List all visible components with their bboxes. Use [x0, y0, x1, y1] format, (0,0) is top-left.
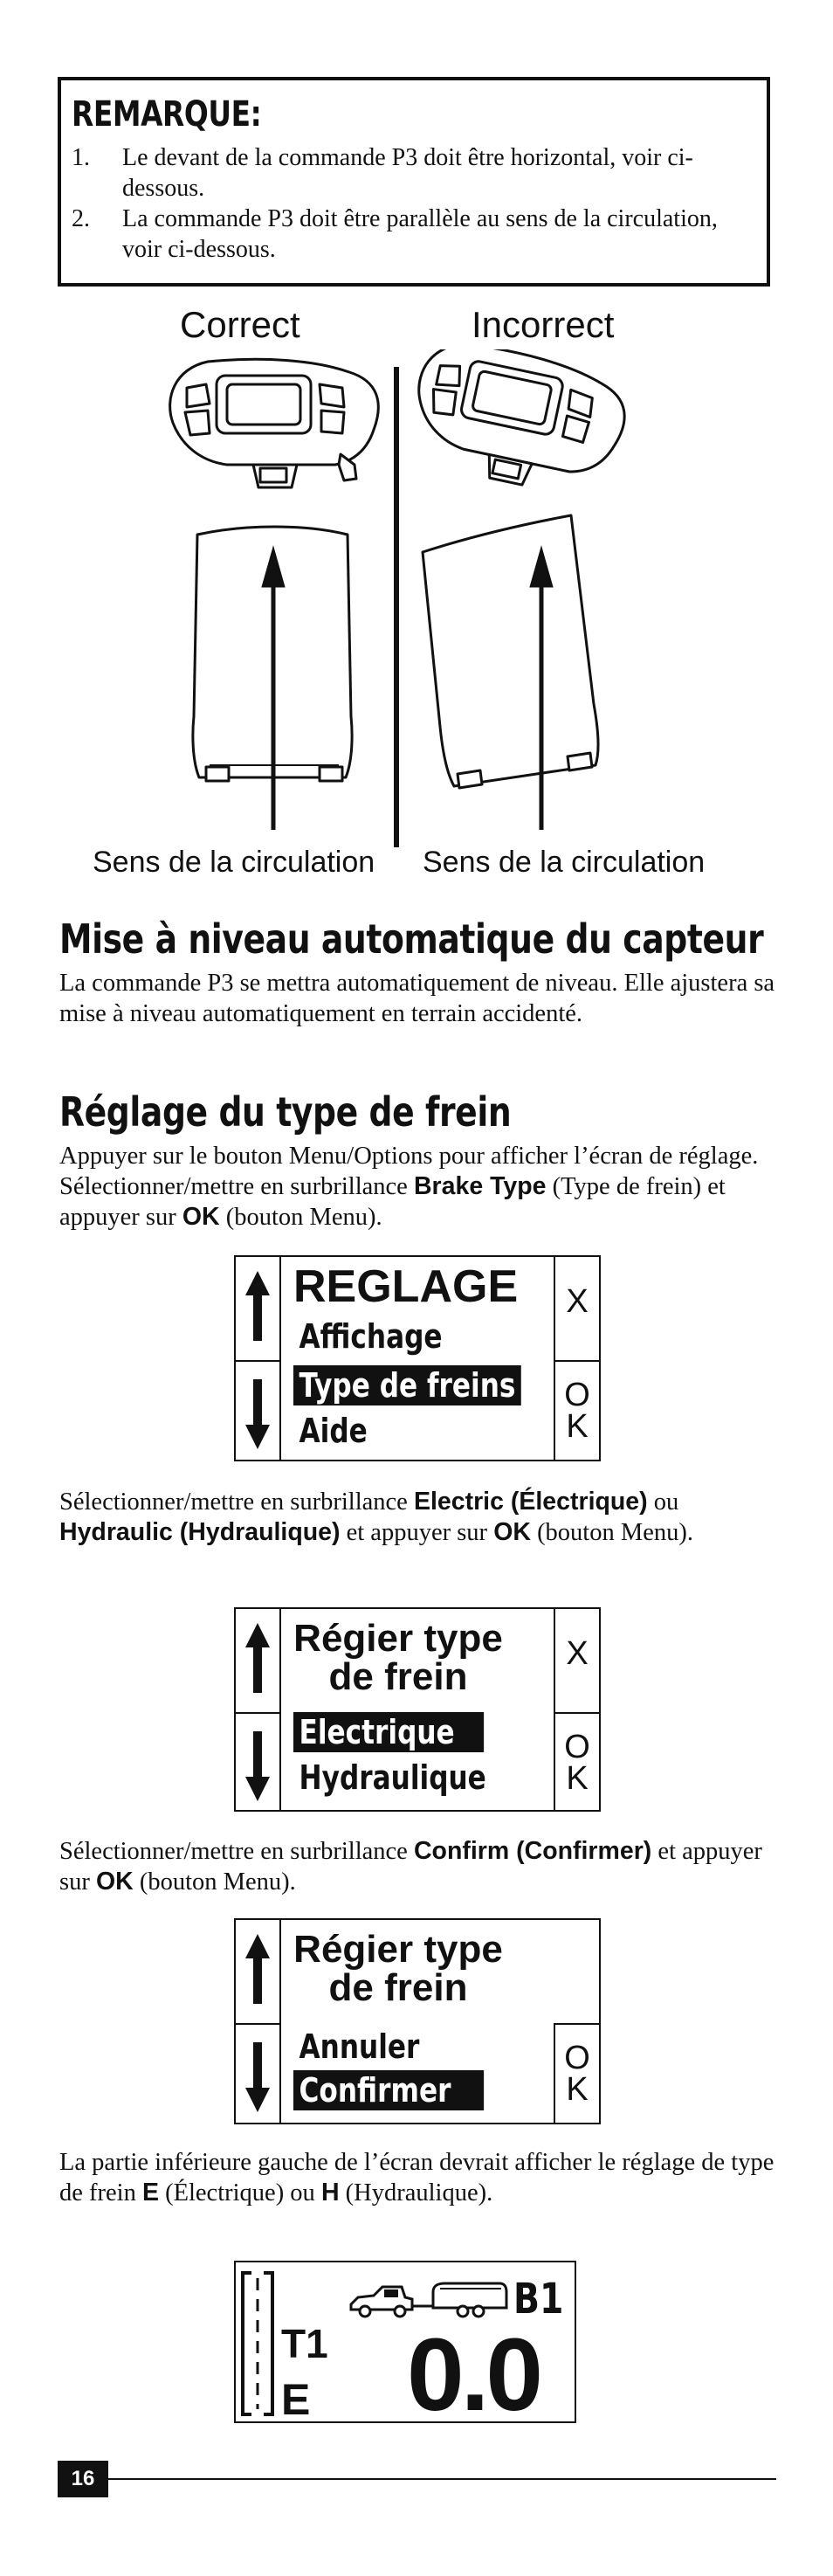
- note-item-2: [72, 204, 761, 265]
- close-x-label[interactable]: X: [566, 1283, 589, 1320]
- down-arrow-icon[interactable]: [244, 2041, 272, 2114]
- correct-label: Correct: [180, 304, 300, 345]
- brake-type-indicator: E: [281, 2375, 311, 2424]
- bracket-gauge-icon: [239, 2269, 276, 2418]
- note-list: [72, 142, 761, 265]
- down-arrow-icon[interactable]: [244, 1378, 272, 1451]
- page-rule: [108, 2478, 776, 2480]
- flow-label-right: Sens de la circulation: [423, 846, 706, 879]
- note-item-number: 1.: [72, 144, 90, 171]
- incorrect-label: Incorrect: [472, 304, 615, 345]
- brake-type-paragraph-3: Sélectionner/mettre en surbrillance Confirm (Confirmer) et appuyer sur OK (bouton Menu).: [59, 1837, 762, 1896]
- controller-incorrect-illustration: [403, 349, 634, 503]
- up-arrow-icon[interactable]: [244, 1621, 272, 1695]
- screen-title: Régier type de frein: [293, 1617, 503, 1698]
- brake-type-heading: Réglage du type de frein: [59, 1088, 512, 1136]
- controller-correct-illustration: [170, 359, 379, 487]
- menu-item-brake-type-selected[interactable]: Type de freins: [293, 1365, 521, 1405]
- brake-type-paragraph-4: La partie inférieure gauche de l’écran devrait afficher le réglage de type de frein E (Électrique) ou H (Hydraulique).: [59, 2149, 774, 2207]
- up-arrow-icon[interactable]: [244, 1932, 272, 2006]
- brake-type-paragraph-2: Sélectionner/mettre en surbrillance Electric (Électrique) ou Hydraulic (Hydraulique) et appuyer sur OK (bouton Menu).: [59, 1488, 693, 1546]
- note-item-text: Le devant de la commande P3 doit être horizontal, voir ci-dessous.: [122, 144, 693, 202]
- lcd-screen-confirm: [234, 1918, 601, 2124]
- truck-trailer-icon: [348, 2280, 510, 2318]
- close-x-label[interactable]: X: [566, 1635, 589, 1672]
- lcd-screen-setup: [234, 1255, 601, 1461]
- down-arrow-icon[interactable]: [244, 1730, 272, 1803]
- auto-level-heading: Mise à niveau automatique du capteur: [59, 915, 764, 963]
- option-hydraulique[interactable]: Hydraulique: [299, 1758, 486, 1797]
- screen-title: Régier type de frein: [293, 1928, 503, 2009]
- note-item-number: 2.: [72, 205, 90, 232]
- auto-level-body: La commande P3 se mettra automatiquement de niveau. Elle ajustera sa mise à niveau automatiquement en terrain accidenté.: [59, 970, 775, 1027]
- note-title: REMARQUE:: [72, 94, 262, 135]
- option-confirmer-selected[interactable]: Confirmer: [293, 2070, 484, 2110]
- output-value: 0.0: [407, 2317, 540, 2433]
- menu-item-affichage[interactable]: Affichage: [299, 1317, 443, 1356]
- page-number: 16: [58, 2461, 108, 2497]
- brake-type-paragraph-1: Appuyer sur le bouton Menu/Options pour afficher l’écran de réglage. Sélectionner/mettre en surbrillance Brake Type (Type de frein) et appuyer sur OK (bouton Menu).: [59, 1143, 759, 1231]
- option-electrique-selected[interactable]: Electrique: [293, 1712, 484, 1752]
- boost-label: B1: [513, 2275, 564, 2324]
- ok-label[interactable]: O K: [564, 1729, 590, 1797]
- ok-label[interactable]: O K: [564, 2040, 590, 2108]
- screen-title: REGLAGE: [293, 1261, 519, 1312]
- note-item-text: La commande P3 doit être parallèle au sens de la circulation, voir ci-dessous.: [122, 205, 718, 263]
- lcd-screen-main: [234, 2261, 576, 2433]
- note-item-1: [72, 142, 761, 204]
- trailer-label: T1: [281, 2321, 328, 2366]
- vehicle-incorrect-illustration: [423, 515, 598, 788]
- ok-label[interactable]: O K: [564, 1377, 590, 1445]
- up-arrow-icon[interactable]: [244, 1269, 272, 1343]
- option-annuler[interactable]: Annuler: [299, 2027, 420, 2066]
- orientation-figure: [0, 349, 833, 847]
- lcd-screen-brake-type: [234, 1607, 601, 1812]
- menu-item-aide[interactable]: Aide: [299, 1412, 368, 1450]
- flow-label-left: Sens de la circulation: [93, 846, 375, 879]
